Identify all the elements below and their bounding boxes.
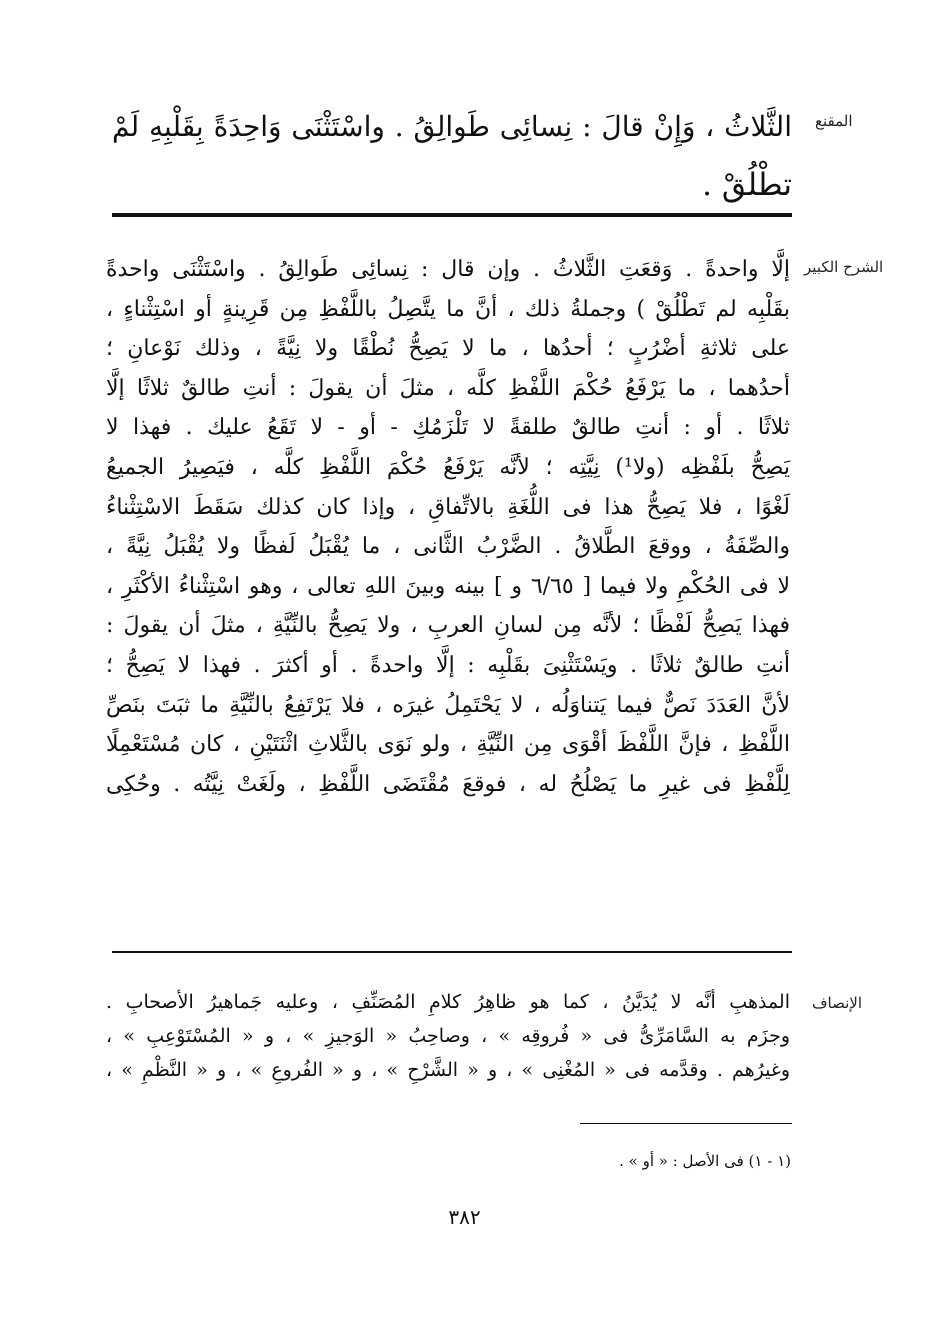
section-label-sharh: الشرح الكبير xyxy=(804,258,884,276)
text-line: وجزَم به السَّامَرِّىُّ فى « فُروقِه » ، وصاحِبُ « الوَجيزِ » ، و « المُسْتَوْعِبِ » ، xyxy=(106,1025,790,1047)
section-divider xyxy=(112,951,792,953)
text-line: لِلَّفْظِ فى غيرِ ما يَصْلُحُ له ، فوقعَ مُقْتَضَى اللَّفْظِ ، ولَغَتْ نِيَّتُه . وحُكِى xyxy=(106,771,790,797)
muqni-text xyxy=(112,98,792,214)
text-line: لا فى الحُكْمِ ولا فيما [ ٦/٦٥ و ] بينه وبينَ اللهِ تعالى ، وهو اسْتِثْناءُ الأكْثَرِ ، xyxy=(106,573,791,599)
text-line: تطْلُقْ . xyxy=(702,167,792,203)
insaf-text xyxy=(106,985,790,1087)
text-line: يَصِحُّ بلَفْظِه (ولا¹) نِيَّتِه ؛ لأنَّه يَرْفَعُ حُكْمَ اللَّفْظِ كلَّه ، فيَصِيرُ الجميعُ xyxy=(106,454,790,480)
section-divider xyxy=(112,213,792,217)
text-line: لَغْوًا ، فلا يَصِحُّ هذا فى اللُّغَةِ بالاتِّفاقِ ، وإذا كان كذلك سَقَطَ الاسْتِثْناءُ xyxy=(106,494,790,520)
text-line: إلَّا واحدةً . وَقعَتِ الثَّلاثُ . وإن قال : نِسائِى طَوالِقُ . واسْتَثْنَى واحدةً xyxy=(106,257,790,282)
text-line: اللَّفْظِ ، فإنَّ اللَّفْظَ أقْوَى مِن النِّيَّةِ ، ولو نَوَى بالثَّلاثِ اثْنَتَيْنِ ، كان مُسْتَعْمِلًا xyxy=(106,732,790,758)
footnote-divider xyxy=(580,1123,792,1124)
text-line: وغيرُهم . وقدَّمه فى « المُغْنِى » ، و « الشَّرْحِ » ، و « الفُروعِ » ، و « النَّظْمِ » ، xyxy=(106,1059,790,1081)
text-line: ثلاثًا . أو : أنتِ طالقٌ طلقةً لا تَلْزَمُكِ - أو - لا تَقَعُ عليك . فهذا لا xyxy=(106,415,790,441)
text-line: فهذا يَصِحُّ لَفْظًا ؛ لأنَّه مِن لسانِ العربِ ، ولا يَصِحُّ بالنِّيَّةِ ، مثلَ أن يقولَ : xyxy=(106,613,790,639)
text-line: والصِّفَةُ ، ووقعَ الطَّلاقُ . الضَّرْبُ الثَّانى ، ما يُقْبَلُ لَفظًا ولا يُقْبَلُ نِيَّةً ، xyxy=(106,534,790,560)
text-line: أحدُهما ، ما يَرْفَعُ حُكْمَ اللَّفْظِ كلَّه ، مثلَ أن يقولَ : أنتِ طالقٌ ثلاثًا إلَّا xyxy=(106,375,790,401)
text-line: بقَلْبِه لم تَطْلُقْ ) وجملةُ ذلك ، أنَّ ما يتَّصِلُ باللَّفْظِ مِن قَرِينةٍ أو اسْتِثْناءٍ ، xyxy=(106,296,790,322)
page-number: ٣٨٢ xyxy=(448,1205,481,1229)
footnote: (١ - ١) فى الأصل : « أو » . xyxy=(619,1152,791,1170)
section-label-insaf: الإنصاف xyxy=(812,994,863,1012)
text-line: على ثلاثةِ أضْرُبٍ ؛ أحدُها ، ما لا يَصِحُّ نُطْقًا ولا نِيَّةً ، وذلك نَوْعانِ ؛ xyxy=(106,336,790,362)
sharh-text xyxy=(106,250,790,804)
text-line: الثَّلاثُ ، وَإِنْ قالَ : نِسائِى طَوالِقُ . واسْتَثْنَى وَاحِدَةً بِقَلْبِهِ لَمْ xyxy=(112,110,792,143)
section-label-muqni: المقنع xyxy=(815,112,853,130)
text-line: المذهبِ أنَّه لا يُدَيَّنُ ، كما هو ظاهِرُ كلامِ المُصَنِّفِ ، وعليه جَماهيرُ الأصحابِ . xyxy=(106,991,790,1013)
text-line: أنتِ طالقٌ ثلاثًا . ويَسْتَثْنِىَ بقَلْبِه : إلَّا واحدةً . أو أكثرَ . فهذا لا يَصِحُّ ؛ xyxy=(106,652,790,678)
text-line: لأنَّ العَدَدَ نَصٌّ فيما يَتناوَلُه ، لا يَحْتَمِلُ غيرَه ، فلا يَرْتَفِعُ بالنِّيَّةِ ما ثبَتَ بنَصِّ xyxy=(106,692,790,718)
